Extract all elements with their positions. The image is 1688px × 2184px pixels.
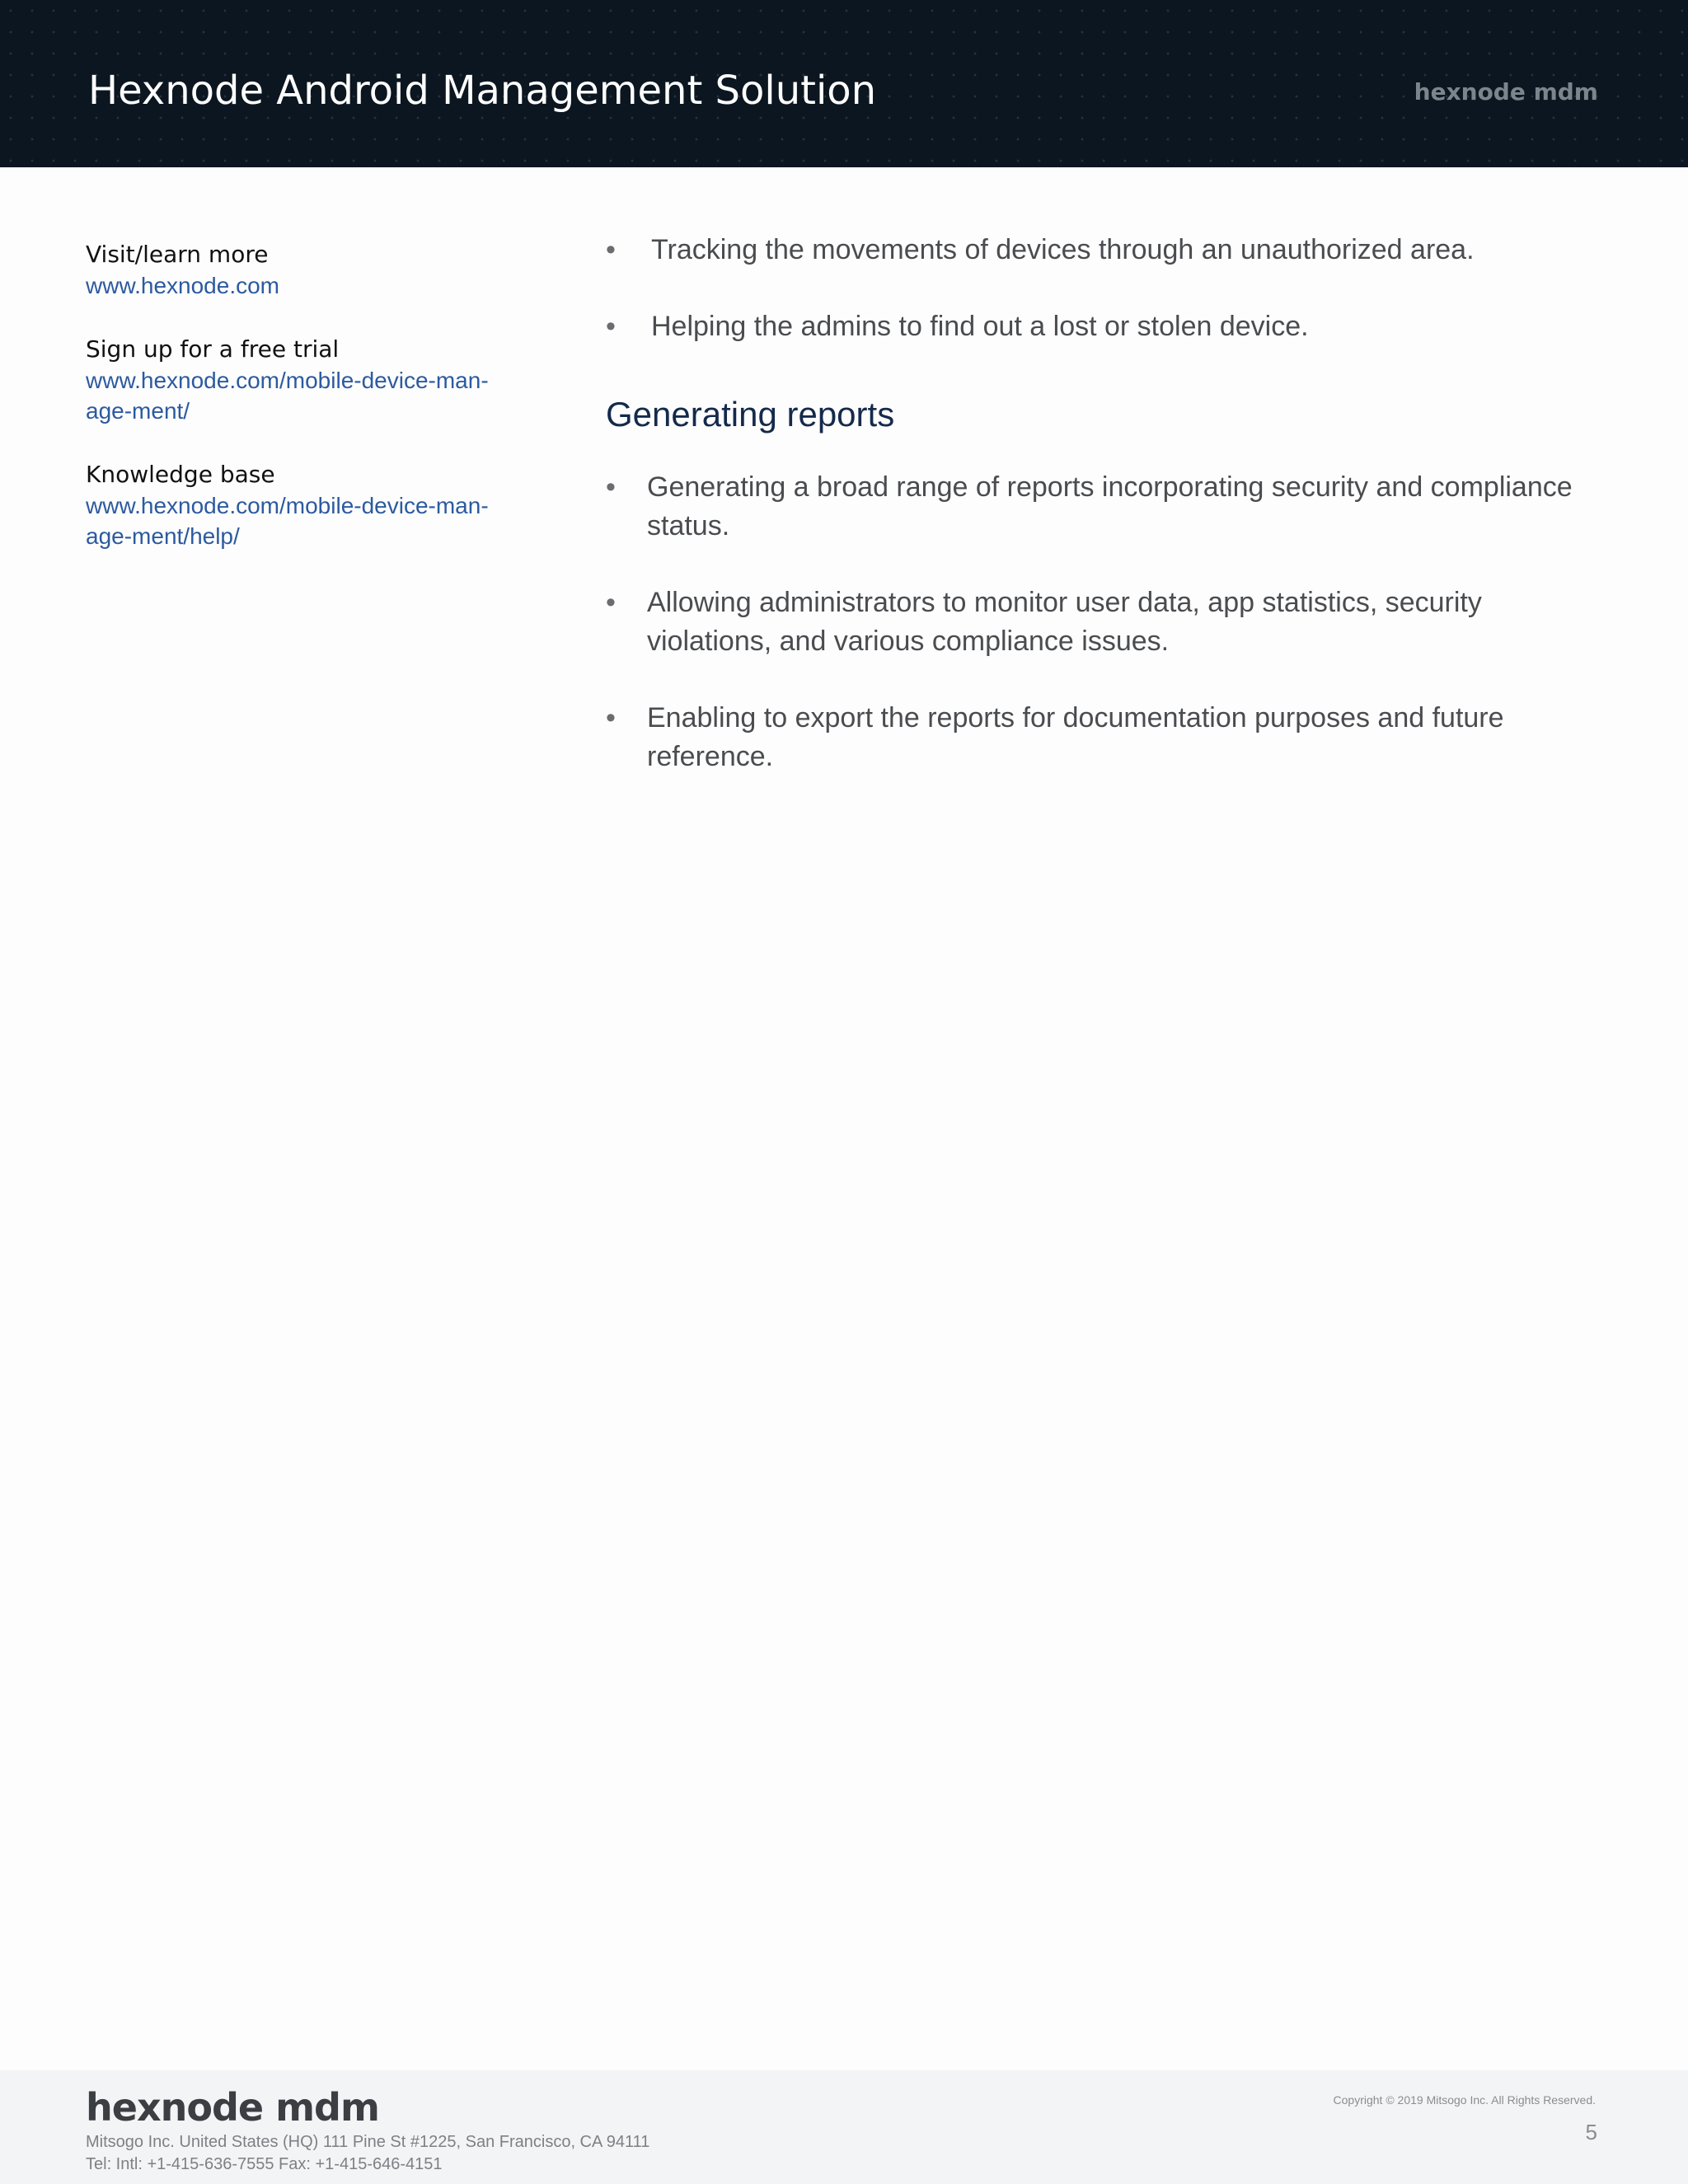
list-item — [606, 699, 1611, 776]
section-title: Generating reports — [606, 395, 895, 434]
bullet-icon: • — [606, 702, 616, 733]
footer-address-line: Mitsogo Inc. United States (HQ) 111 Pine St #1225, San Francisco, CA 94111 — [86, 2133, 650, 2151]
list-item — [606, 583, 1611, 661]
page-header — [0, 0, 1688, 167]
link-hexnode-home[interactable] — [86, 270, 498, 301]
link-line: age-ment/help/ — [86, 523, 240, 549]
page-number: 5 — [1585, 2120, 1597, 2144]
link-line: www.hexnode.com/mobile-device-man- — [86, 368, 489, 393]
footer-logo: hexnode mdm — [86, 2085, 379, 2130]
list-item-text: Allowing administrators to monitor user data, app statistics, security violations, and various compliance issues. — [647, 587, 1482, 657]
list-item — [606, 231, 1611, 269]
sidebar-label-learn-more: Visit/learn more — [86, 241, 269, 268]
sidebar-group-knowledge-base — [86, 459, 498, 551]
main-content — [606, 231, 1611, 814]
sidebar-group-free-trial — [86, 334, 498, 426]
page-footer — [0, 2070, 1688, 2184]
list-item-text: Helping the admins to find out a lost or stolen device. — [651, 311, 1309, 342]
page-title: Hexnode Android Management Solution — [88, 68, 877, 114]
link-knowledge-base[interactable] — [86, 490, 498, 551]
list-item-text: Tracking the movements of devices through an unauthorized area. — [651, 234, 1475, 265]
sidebar — [86, 239, 498, 584]
footer-contact-line: Tel: Intl: +1-415-636-7555 Fax: +1-415-646-4151 — [86, 2155, 443, 2173]
footer-copyright: Copyright © 2019 Mitsogo Inc. All Rights Reserved. — [1333, 2093, 1596, 2107]
sidebar-label-knowledge-base: Knowledge base — [86, 461, 275, 488]
list-item — [606, 307, 1611, 346]
sidebar-label-free-trial: Sign up for a free trial — [86, 335, 340, 363]
list-item-text: Enabling to export the reports for documentation purposes and future reference. — [647, 702, 1504, 772]
link-line: www.hexnode.com — [86, 273, 280, 298]
link-line: www.hexnode.com/mobile-device-man- — [86, 493, 489, 518]
bullet-icon: • — [606, 311, 616, 342]
header-logo: hexnode mdm — [1414, 78, 1598, 105]
footer-address — [86, 2131, 649, 2176]
list-item-text: Generating a broad range of reports incorporating security and compliance status. — [647, 471, 1573, 541]
list-item — [606, 468, 1611, 546]
link-line: age-ment/ — [86, 398, 190, 424]
bullet-icon: • — [606, 234, 616, 265]
sidebar-group-learn-more — [86, 239, 498, 301]
bullet-icon: • — [606, 587, 616, 618]
bullet-icon: • — [606, 471, 616, 503]
link-free-trial[interactable] — [86, 365, 498, 426]
